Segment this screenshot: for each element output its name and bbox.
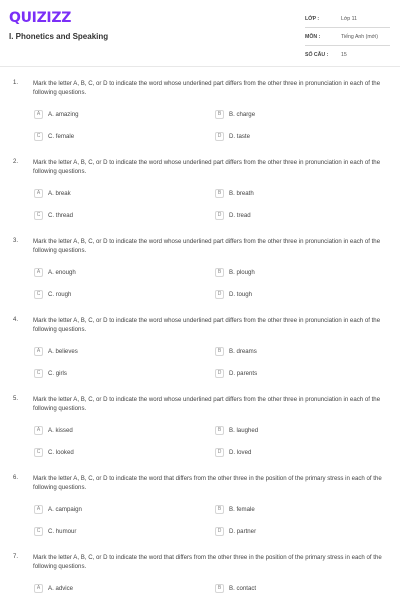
option-letter-box: D [215, 527, 224, 536]
option-text: A. kissed [48, 426, 73, 434]
option-letter-box: A [34, 268, 43, 277]
option-c[interactable] [34, 210, 73, 220]
option-a[interactable] [34, 583, 73, 593]
option-letter-box: D [215, 290, 224, 299]
option-letter-box: A [34, 110, 43, 119]
question-3 [0, 238, 400, 316]
meta-class [305, 13, 395, 25]
option-text: D. loved [229, 448, 252, 456]
option-letter-box: B [215, 426, 224, 435]
option-b[interactable] [215, 583, 256, 593]
option-b[interactable] [215, 267, 255, 277]
option-b[interactable] [215, 346, 257, 356]
option-text: C. girls [48, 369, 67, 377]
question-number: 1. [13, 80, 19, 86]
option-d[interactable] [215, 526, 256, 536]
worksheet-meta [305, 13, 395, 67]
question-5 [0, 396, 400, 474]
option-text: C. female [48, 132, 75, 140]
option-text: B. breath [229, 189, 254, 197]
question-text: Mark the letter A, B, C, or D to indicate the word whose underlined part differs from the other three in pronunciation in each of the following questions. [33, 80, 381, 96]
option-text: B. female [229, 505, 255, 513]
question-number: 2. [13, 159, 19, 165]
option-text: B. plough [229, 268, 255, 276]
option-letter-box: A [34, 347, 43, 356]
option-letter-box: C [34, 527, 43, 536]
meta-subject [305, 31, 395, 43]
option-text: B. charge [229, 110, 256, 118]
option-text: A. campaign [48, 505, 82, 513]
option-letter-box: A [34, 426, 43, 435]
option-c[interactable] [34, 289, 71, 299]
option-text: C. thread [48, 211, 74, 219]
question-1 [0, 80, 400, 158]
option-a[interactable] [34, 346, 78, 356]
option-letter-box: C [34, 369, 43, 378]
option-letter-box: C [34, 132, 43, 141]
option-c[interactable] [34, 447, 74, 457]
option-text: D. tread [229, 211, 251, 219]
option-d[interactable] [215, 210, 251, 220]
option-text: C. rough [48, 290, 72, 298]
page-title: I. Phonetics and Speaking [9, 32, 109, 41]
quizizz-logo: QUIZIZZ [9, 10, 72, 26]
option-letter-box: B [215, 347, 224, 356]
option-letter-box: C [34, 211, 43, 220]
option-d[interactable] [215, 368, 257, 378]
question-7 [0, 554, 400, 600]
option-text: A. enough [48, 268, 76, 276]
option-text: B. dreams [229, 347, 257, 355]
question-text: Mark the letter A, B, C, or D to indicate the word that differs from the other three in the position of the primary stress in each of the following questions. [33, 554, 382, 570]
question-number: 5. [13, 396, 19, 402]
meta-count-value: 15 [341, 52, 347, 58]
option-a[interactable] [34, 109, 78, 119]
option-letter-box: B [215, 189, 224, 198]
option-b[interactable] [215, 425, 258, 435]
option-letter-box: C [34, 448, 43, 457]
worksheet-header [0, 0, 400, 62]
option-letter-box: B [215, 110, 224, 119]
question-text: Mark the letter A, B, C, or D to indicate the word whose underlined part differs from the other three in pronunciation in each of the following questions. [33, 159, 381, 175]
option-letter-box: D [215, 369, 224, 378]
meta-divider [305, 27, 390, 28]
meta-class-label: LỚP : [305, 16, 320, 22]
option-c[interactable] [34, 131, 74, 141]
option-a[interactable] [34, 267, 76, 277]
option-a[interactable] [34, 188, 71, 198]
meta-count [305, 49, 395, 61]
option-letter-box: D [215, 132, 224, 141]
meta-subject-label: MÔN : [305, 34, 321, 40]
option-c[interactable] [34, 368, 67, 378]
question-2 [0, 159, 400, 237]
option-text: C. humour [48, 527, 77, 535]
option-d[interactable] [215, 447, 251, 457]
question-number: 3. [13, 238, 19, 244]
option-text: D. tough [229, 290, 253, 298]
option-text: A. advice [48, 584, 74, 592]
question-number: 4. [13, 317, 19, 323]
option-letter-box: B [215, 505, 224, 514]
option-text: B. contact [229, 584, 257, 592]
option-b[interactable] [215, 504, 255, 514]
option-letter-box: A [34, 189, 43, 198]
option-letter-box: C [34, 290, 43, 299]
option-letter-box: A [34, 584, 43, 593]
header-divider [0, 66, 400, 67]
option-letter-box: B [215, 268, 224, 277]
option-text: A. break [48, 189, 71, 197]
option-a[interactable] [34, 425, 73, 435]
meta-subject-value: Tiếng Anh (mới) [341, 34, 378, 40]
option-b[interactable] [215, 109, 255, 119]
option-text: D. partner [229, 527, 257, 535]
option-a[interactable] [34, 504, 82, 514]
option-text: A. amazing [48, 110, 79, 118]
option-text: D. parents [229, 369, 258, 377]
question-text: Mark the letter A, B, C, or D to indicate the word whose underlined part differs from the other three in pronunciation in each of the following questions. [33, 238, 381, 254]
option-letter-box: B [215, 584, 224, 593]
question-number: 7. [13, 554, 19, 560]
option-text: B. laughed [229, 426, 259, 434]
meta-divider [305, 45, 390, 46]
question-4 [0, 317, 400, 395]
question-text: Mark the letter A, B, C, or D to indicate the word whose underlined part differs from the other three in pronunciation in each of the following questions. [33, 396, 381, 412]
option-c[interactable] [34, 526, 76, 536]
option-d[interactable] [215, 289, 252, 299]
option-text: C. looked [48, 448, 74, 456]
option-b[interactable] [215, 188, 254, 198]
option-letter-box: D [215, 211, 224, 220]
option-text: D. taste [229, 132, 250, 140]
meta-count-label: SỐ CÂU : [305, 52, 329, 58]
question-text: Mark the letter A, B, C, or D to indicate the word that differs from the other three in the position of the primary stress in each of the following questions. [33, 475, 382, 491]
meta-class-value: Lớp 11 [341, 16, 357, 22]
option-letter-box: D [215, 448, 224, 457]
question-6 [0, 475, 400, 553]
question-number: 6. [13, 475, 19, 481]
option-letter-box: A [34, 505, 43, 514]
option-d[interactable] [215, 131, 250, 141]
question-text: Mark the letter A, B, C, or D to indicate the word whose underlined part differs from the other three in pronunciation in each of the following questions. [33, 317, 381, 333]
option-text: A. believes [48, 347, 78, 355]
